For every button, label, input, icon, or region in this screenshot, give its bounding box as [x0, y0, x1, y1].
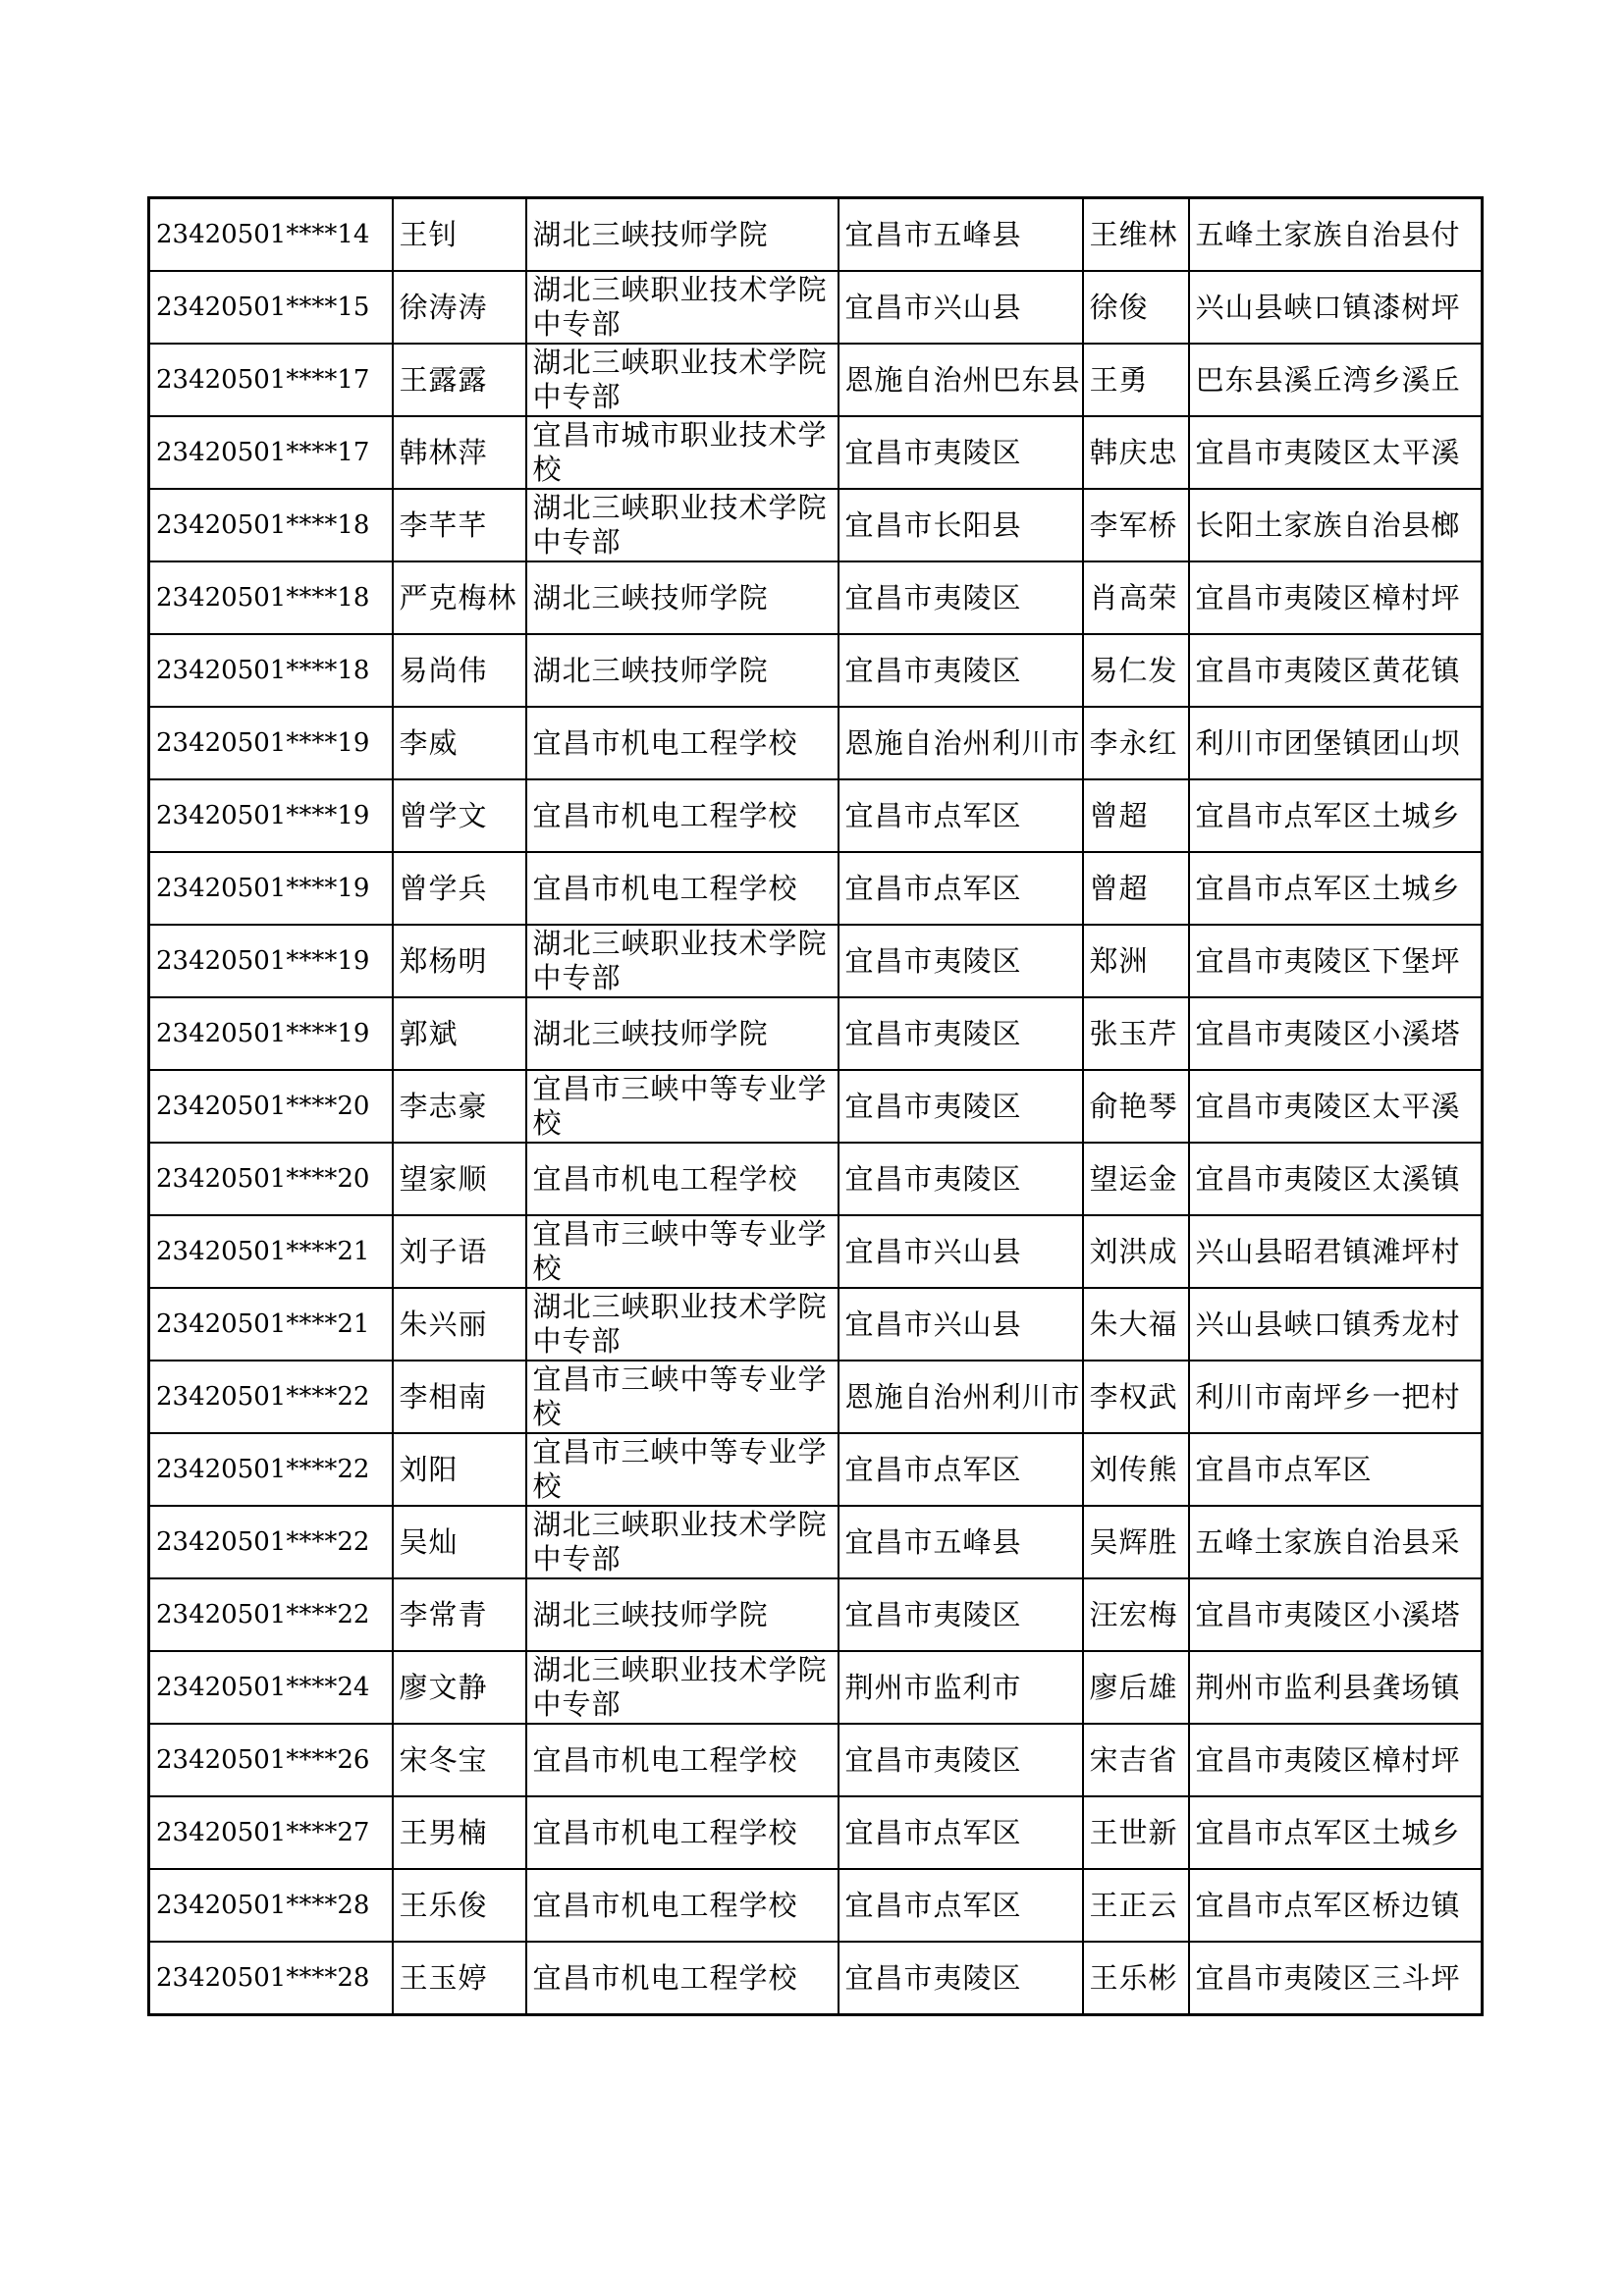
guardian-cell: 王勇 — [1083, 344, 1189, 416]
school-cell: 宜昌市机电工程学校 — [526, 1143, 839, 1215]
id-cell: 23420501****19 — [149, 925, 393, 997]
region-cell: 宜昌市夷陵区 — [839, 997, 1083, 1070]
name-cell: 李常青 — [393, 1578, 526, 1651]
id-cell: 23420501****17 — [149, 344, 393, 416]
school-cell: 宜昌市三峡中等专业学校 — [526, 1433, 839, 1506]
guardian-cell: 郑洲 — [1083, 925, 1189, 997]
table-row — [149, 707, 1483, 779]
address-cell: 兴山县峡口镇漆树坪 — [1189, 271, 1483, 344]
school-cell: 宜昌市机电工程学校 — [526, 779, 839, 852]
table-row — [149, 489, 1483, 561]
table-row — [149, 344, 1483, 416]
address-cell: 利川市团堡镇团山坝 — [1189, 707, 1483, 779]
guardian-cell: 王正云 — [1083, 1869, 1189, 1942]
address-cell: 宜昌市夷陵区太平溪 — [1189, 1070, 1483, 1143]
region-cell: 宜昌市夷陵区 — [839, 1724, 1083, 1796]
region-cell: 宜昌市夷陵区 — [839, 561, 1083, 634]
school-cell: 湖北三峡职业技术学院中专部 — [526, 344, 839, 416]
id-cell: 23420501****18 — [149, 489, 393, 561]
guardian-cell: 李权武 — [1083, 1361, 1189, 1433]
id-cell: 23420501****26 — [149, 1724, 393, 1796]
guardian-cell: 吴辉胜 — [1083, 1506, 1189, 1578]
guardian-cell: 刘传熊 — [1083, 1433, 1189, 1506]
region-cell: 恩施自治州利川市 — [839, 707, 1083, 779]
region-cell: 宜昌市五峰县 — [839, 198, 1083, 272]
region-cell: 宜昌市长阳县 — [839, 489, 1083, 561]
school-cell: 湖北三峡技师学院 — [526, 1578, 839, 1651]
guardian-cell: 宋吉省 — [1083, 1724, 1189, 1796]
name-cell: 李相南 — [393, 1361, 526, 1433]
guardian-cell: 王乐彬 — [1083, 1942, 1189, 2015]
school-cell: 宜昌市机电工程学校 — [526, 852, 839, 925]
id-cell: 23420501****22 — [149, 1361, 393, 1433]
school-cell: 宜昌市机电工程学校 — [526, 1796, 839, 1869]
region-cell: 宜昌市兴山县 — [839, 1215, 1083, 1288]
id-cell: 23420501****18 — [149, 634, 393, 707]
address-cell: 巴东县溪丘湾乡溪丘 — [1189, 344, 1483, 416]
table-row — [149, 634, 1483, 707]
school-cell: 宜昌市机电工程学校 — [526, 1724, 839, 1796]
id-cell: 23420501****20 — [149, 1070, 393, 1143]
address-cell: 宜昌市夷陵区太溪镇 — [1189, 1143, 1483, 1215]
address-cell: 五峰土家族自治县采 — [1189, 1506, 1483, 1578]
address-cell: 兴山县昭君镇滩坪村 — [1189, 1215, 1483, 1288]
guardian-cell: 徐俊 — [1083, 271, 1189, 344]
region-cell: 宜昌市点军区 — [839, 779, 1083, 852]
guardian-cell: 望运金 — [1083, 1143, 1189, 1215]
region-cell: 宜昌市点军区 — [839, 1796, 1083, 1869]
id-cell: 23420501****20 — [149, 1143, 393, 1215]
region-cell: 宜昌市点军区 — [839, 1869, 1083, 1942]
school-cell: 宜昌市三峡中等专业学校 — [526, 1070, 839, 1143]
guardian-cell: 俞艳琴 — [1083, 1070, 1189, 1143]
id-cell: 23420501****15 — [149, 271, 393, 344]
name-cell: 王露露 — [393, 344, 526, 416]
name-cell: 易尚伟 — [393, 634, 526, 707]
table-row — [149, 1942, 1483, 2015]
school-cell: 湖北三峡技师学院 — [526, 198, 839, 272]
school-cell: 宜昌市机电工程学校 — [526, 707, 839, 779]
table-row — [149, 852, 1483, 925]
name-cell: 王钊 — [393, 198, 526, 272]
name-cell: 李芊芊 — [393, 489, 526, 561]
name-cell: 朱兴丽 — [393, 1288, 526, 1361]
table-row — [149, 1433, 1483, 1506]
address-cell: 宜昌市点军区 — [1189, 1433, 1483, 1506]
region-cell: 宜昌市夷陵区 — [839, 1143, 1083, 1215]
id-cell: 23420501****21 — [149, 1288, 393, 1361]
guardian-cell: 刘洪成 — [1083, 1215, 1189, 1288]
guardian-cell: 王维林 — [1083, 198, 1189, 272]
name-cell: 徐涛涛 — [393, 271, 526, 344]
id-cell: 23420501****14 — [149, 198, 393, 272]
guardian-cell: 李军桥 — [1083, 489, 1189, 561]
school-cell: 湖北三峡职业技术学院中专部 — [526, 1288, 839, 1361]
guardian-cell: 汪宏梅 — [1083, 1578, 1189, 1651]
table-row — [149, 1288, 1483, 1361]
id-cell: 23420501****28 — [149, 1942, 393, 2015]
address-cell: 宜昌市夷陵区小溪塔 — [1189, 1578, 1483, 1651]
guardian-cell: 韩庆忠 — [1083, 416, 1189, 489]
table-row — [149, 925, 1483, 997]
table-row — [149, 416, 1483, 489]
guardian-cell: 廖后雄 — [1083, 1651, 1189, 1724]
address-cell: 宜昌市夷陵区黄花镇 — [1189, 634, 1483, 707]
table-row — [149, 1724, 1483, 1796]
table-row — [149, 1869, 1483, 1942]
id-cell: 23420501****17 — [149, 416, 393, 489]
school-cell: 湖北三峡技师学院 — [526, 561, 839, 634]
id-cell: 23420501****19 — [149, 707, 393, 779]
table-row — [149, 1506, 1483, 1578]
table-row — [149, 1796, 1483, 1869]
table-row — [149, 561, 1483, 634]
address-cell: 长阳土家族自治县榔 — [1189, 489, 1483, 561]
table-row — [149, 1215, 1483, 1288]
name-cell: 严克梅林 — [393, 561, 526, 634]
name-cell: 刘阳 — [393, 1433, 526, 1506]
table-row — [149, 198, 1483, 272]
name-cell: 曾学兵 — [393, 852, 526, 925]
address-cell: 宜昌市夷陵区下堡坪 — [1189, 925, 1483, 997]
region-cell: 宜昌市兴山县 — [839, 1288, 1083, 1361]
name-cell: 望家顺 — [393, 1143, 526, 1215]
id-cell: 23420501****22 — [149, 1578, 393, 1651]
guardian-cell: 曾超 — [1083, 779, 1189, 852]
region-cell: 荆州市监利市 — [839, 1651, 1083, 1724]
table-row — [149, 271, 1483, 344]
name-cell: 王玉婷 — [393, 1942, 526, 2015]
guardian-cell: 李永红 — [1083, 707, 1189, 779]
school-cell: 湖北三峡技师学院 — [526, 634, 839, 707]
address-cell: 利川市南坪乡一把村 — [1189, 1361, 1483, 1433]
address-cell: 宜昌市点军区土城乡 — [1189, 1796, 1483, 1869]
address-cell: 宜昌市点军区桥边镇 — [1189, 1869, 1483, 1942]
region-cell: 宜昌市夷陵区 — [839, 1070, 1083, 1143]
name-cell: 韩林萍 — [393, 416, 526, 489]
id-cell: 23420501****28 — [149, 1869, 393, 1942]
region-cell: 宜昌市点军区 — [839, 852, 1083, 925]
name-cell: 曾学文 — [393, 779, 526, 852]
region-cell: 宜昌市夷陵区 — [839, 1942, 1083, 2015]
guardian-cell: 朱大福 — [1083, 1288, 1189, 1361]
name-cell: 王男楠 — [393, 1796, 526, 1869]
region-cell: 宜昌市五峰县 — [839, 1506, 1083, 1578]
school-cell: 湖北三峡职业技术学院中专部 — [526, 925, 839, 997]
guardian-cell: 张玉芹 — [1083, 997, 1189, 1070]
school-cell: 宜昌市城市职业技术学校 — [526, 416, 839, 489]
school-cell: 宜昌市机电工程学校 — [526, 1869, 839, 1942]
guardian-cell: 王世新 — [1083, 1796, 1189, 1869]
region-cell: 宜昌市夷陵区 — [839, 925, 1083, 997]
table-row — [149, 1578, 1483, 1651]
region-cell: 恩施自治州巴东县 — [839, 344, 1083, 416]
school-cell: 湖北三峡职业技术学院中专部 — [526, 489, 839, 561]
address-cell: 宜昌市夷陵区太平溪 — [1189, 416, 1483, 489]
guardian-cell: 曾超 — [1083, 852, 1189, 925]
table-row — [149, 997, 1483, 1070]
address-cell: 宜昌市点军区土城乡 — [1189, 779, 1483, 852]
table-row — [149, 1361, 1483, 1433]
id-cell: 23420501****22 — [149, 1506, 393, 1578]
records-body — [149, 198, 1483, 2015]
region-cell: 宜昌市夷陵区 — [839, 416, 1083, 489]
school-cell: 湖北三峡职业技术学院中专部 — [526, 271, 839, 344]
school-cell: 湖北三峡职业技术学院中专部 — [526, 1506, 839, 1578]
region-cell: 宜昌市点军区 — [839, 1433, 1083, 1506]
school-cell: 湖北三峡技师学院 — [526, 997, 839, 1070]
region-cell: 恩施自治州利川市 — [839, 1361, 1083, 1433]
name-cell: 王乐俊 — [393, 1869, 526, 1942]
region-cell: 宜昌市夷陵区 — [839, 634, 1083, 707]
address-cell: 五峰土家族自治县付 — [1189, 198, 1483, 272]
id-cell: 23420501****19 — [149, 997, 393, 1070]
address-cell: 宜昌市夷陵区樟村坪 — [1189, 561, 1483, 634]
guardian-cell: 易仁发 — [1083, 634, 1189, 707]
address-cell: 宜昌市夷陵区三斗坪 — [1189, 1942, 1483, 2015]
name-cell: 宋冬宝 — [393, 1724, 526, 1796]
table-row — [149, 1143, 1483, 1215]
name-cell: 郑杨明 — [393, 925, 526, 997]
id-cell: 23420501****22 — [149, 1433, 393, 1506]
table-row — [149, 1070, 1483, 1143]
name-cell: 李志豪 — [393, 1070, 526, 1143]
address-cell: 兴山县峡口镇秀龙村 — [1189, 1288, 1483, 1361]
guardian-cell: 肖高荣 — [1083, 561, 1189, 634]
address-cell: 宜昌市夷陵区小溪塔 — [1189, 997, 1483, 1070]
address-cell: 宜昌市夷陵区樟村坪 — [1189, 1724, 1483, 1796]
table-row — [149, 779, 1483, 852]
records-table — [147, 196, 1484, 2016]
id-cell: 23420501****24 — [149, 1651, 393, 1724]
school-cell: 宜昌市三峡中等专业学校 — [526, 1215, 839, 1288]
school-cell: 湖北三峡职业技术学院中专部 — [526, 1651, 839, 1724]
address-cell: 荆州市监利县龚场镇 — [1189, 1651, 1483, 1724]
id-cell: 23420501****18 — [149, 561, 393, 634]
name-cell: 吴灿 — [393, 1506, 526, 1578]
name-cell: 郭斌 — [393, 997, 526, 1070]
region-cell: 宜昌市夷陵区 — [839, 1578, 1083, 1651]
region-cell: 宜昌市兴山县 — [839, 271, 1083, 344]
id-cell: 23420501****19 — [149, 779, 393, 852]
table-row — [149, 1651, 1483, 1724]
school-cell: 宜昌市三峡中等专业学校 — [526, 1361, 839, 1433]
id-cell: 23420501****21 — [149, 1215, 393, 1288]
id-cell: 23420501****27 — [149, 1796, 393, 1869]
id-cell: 23420501****19 — [149, 852, 393, 925]
name-cell: 刘子语 — [393, 1215, 526, 1288]
name-cell: 廖文静 — [393, 1651, 526, 1724]
name-cell: 李威 — [393, 707, 526, 779]
school-cell: 宜昌市机电工程学校 — [526, 1942, 839, 2015]
address-cell: 宜昌市点军区土城乡 — [1189, 852, 1483, 925]
